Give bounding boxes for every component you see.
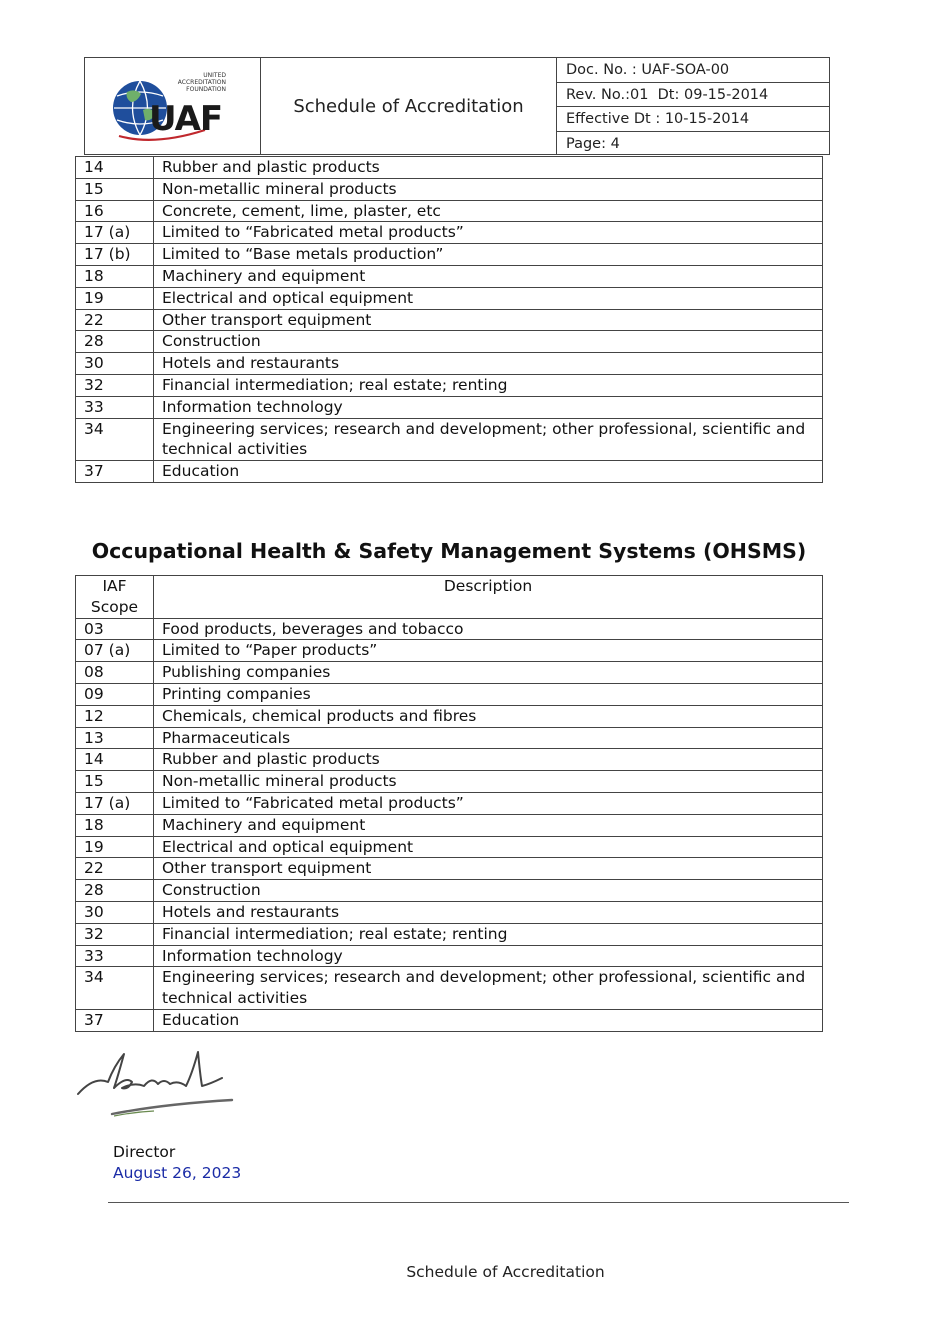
scope-description-cell: Printing companies [154, 683, 823, 705]
table-header-row [76, 576, 823, 619]
scope-description-cell: Rubber and plastic products [154, 157, 823, 179]
table-row [76, 1009, 823, 1031]
scope-code-cell: 16 [76, 200, 154, 222]
scope-code-cell: 22 [76, 858, 154, 880]
page-number: Page: 4 [566, 135, 620, 152]
scope-description-cell: Engineering services; research and development; other professional, scientific and technical activities [154, 967, 823, 1010]
scope-code-cell: 17 (b) [76, 244, 154, 266]
table-row [76, 353, 823, 375]
table-row [76, 749, 823, 771]
scope-description-cell: Limited to “Base metals production” [154, 244, 823, 266]
scope-code-cell: 37 [76, 461, 154, 483]
scope-header-line2: Scope [90, 597, 139, 616]
scope-code-cell: 07 (a) [76, 640, 154, 662]
handwritten-signature-icon [74, 1046, 238, 1120]
column-header-description: Description [154, 576, 823, 619]
scope-code-cell: 15 [76, 771, 154, 793]
scope-code-cell: 14 [76, 749, 154, 771]
table-row [76, 396, 823, 418]
scope-code-cell: 32 [76, 374, 154, 396]
revision-number: Rev. No.:01 Dt: 09-15-2014 [557, 83, 829, 108]
page-footer: Schedule of Accreditation [406, 1263, 605, 1281]
scope-code-cell: 17 (a) [76, 792, 154, 814]
scope-description-cell: Limited to “Fabricated metal products” [154, 792, 823, 814]
scope-description-cell: Publishing companies [154, 662, 823, 684]
scope-description-cell: Education [154, 1009, 823, 1031]
scope-code-cell: 22 [76, 309, 154, 331]
table-row [76, 618, 823, 640]
scope-description-cell: Information technology [154, 396, 823, 418]
signature-date: August 26, 2023 [113, 1164, 242, 1182]
column-header-scope [76, 576, 154, 619]
document-meta [557, 58, 829, 154]
section-title: Occupational Health & Safety Management Systems (OHSMS) [91, 539, 807, 563]
scope-description-cell: Education [154, 461, 823, 483]
table-row [76, 901, 823, 923]
table-row [76, 178, 823, 200]
table-row [76, 309, 823, 331]
logo-cell [85, 58, 261, 154]
svg-text:UNITED: UNITED [203, 72, 226, 79]
document-title: Schedule of Accreditation [261, 58, 557, 154]
scope-description-cell: Construction [154, 880, 823, 902]
table-row [76, 945, 823, 967]
scope-code-cell: 18 [76, 265, 154, 287]
scope-description-cell: Electrical and optical equipment [154, 287, 823, 309]
svg-text:FOUNDATION: FOUNDATION [186, 86, 226, 93]
scope-description-cell: Construction [154, 331, 823, 353]
table-row [76, 265, 823, 287]
table-row [76, 157, 823, 179]
table-row [76, 967, 823, 1010]
scope-description-cell: Non-metallic mineral products [154, 178, 823, 200]
table-row [76, 244, 823, 266]
svg-text:UAF: UAF [149, 99, 223, 139]
scope-description-cell: Non-metallic mineral products [154, 771, 823, 793]
scope-description-cell: Concrete, cement, lime, plaster, etc [154, 200, 823, 222]
scope-description-cell: Hotels and restaurants [154, 353, 823, 375]
scope-description-cell: Food products, beverages and tobacco [154, 618, 823, 640]
table-row [76, 683, 823, 705]
signatory-role: Director [113, 1143, 176, 1161]
footer-divider [108, 1202, 849, 1203]
table-row [76, 331, 823, 353]
scope-code-cell: 34 [76, 967, 154, 1010]
table-row [76, 771, 823, 793]
scope-description-cell: Limited to “Paper products” [154, 640, 823, 662]
table-row [76, 374, 823, 396]
scope-code-cell: 28 [76, 331, 154, 353]
table-row [76, 792, 823, 814]
scope-description-cell: Information technology [154, 945, 823, 967]
scope-description-cell: Pharmaceuticals [154, 727, 823, 749]
table-row [76, 923, 823, 945]
table-row [76, 640, 823, 662]
table-row [76, 880, 823, 902]
scope-description-cell: Chemicals, chemical products and fibres [154, 705, 823, 727]
scope-code-cell: 28 [76, 880, 154, 902]
scope-description-cell: Financial intermediation; real estate; renting [154, 923, 823, 945]
scope-code-cell: 33 [76, 396, 154, 418]
table-row [76, 222, 823, 244]
scope-description-cell: Electrical and optical equipment [154, 836, 823, 858]
table-row [76, 287, 823, 309]
effective-date: Effective Dt : 10-15-2014 [557, 107, 829, 132]
table-row [76, 858, 823, 880]
scope-code-cell: 09 [76, 683, 154, 705]
scope-code-cell: 14 [76, 157, 154, 179]
table-row [76, 814, 823, 836]
scope-code-cell: 37 [76, 1009, 154, 1031]
ohsms-scope-table [75, 575, 823, 1032]
scope-code-cell: 17 (a) [76, 222, 154, 244]
scope-code-cell: 30 [76, 901, 154, 923]
doc-number: Doc. No. : UAF-SOA-00 [557, 58, 829, 83]
scope-code-cell: 18 [76, 814, 154, 836]
scope-description-cell: Machinery and equipment [154, 265, 823, 287]
scope-code-cell: 34 [76, 418, 154, 461]
scope-code-cell: 12 [76, 705, 154, 727]
table-row [76, 418, 823, 461]
scope-description-cell: Hotels and restaurants [154, 901, 823, 923]
table-row [76, 705, 823, 727]
table-row [76, 200, 823, 222]
scope-code-cell: 19 [76, 287, 154, 309]
uaf-logo-icon [85, 58, 261, 154]
table-row [76, 727, 823, 749]
scope-code-cell: 13 [76, 727, 154, 749]
scope-description-cell: Machinery and equipment [154, 814, 823, 836]
scope-code-cell: 08 [76, 662, 154, 684]
scope-description-cell: Other transport equipment [154, 858, 823, 880]
scope-header-line1: IAF [102, 577, 127, 595]
table-row [76, 836, 823, 858]
scope-code-cell: 19 [76, 836, 154, 858]
scope-code-cell: 03 [76, 618, 154, 640]
document-header [84, 57, 830, 155]
scope-description-cell: Engineering services; research and development; other professional, scientific and technical activities [154, 418, 823, 461]
scope-code-cell: 15 [76, 178, 154, 200]
scope-description-cell: Limited to “Fabricated metal products” [154, 222, 823, 244]
scope-table-continued [75, 156, 823, 483]
scope-description-cell: Financial intermediation; real estate; renting [154, 374, 823, 396]
scope-code-cell: 33 [76, 945, 154, 967]
scope-description-cell: Rubber and plastic products [154, 749, 823, 771]
scope-code-cell: 32 [76, 923, 154, 945]
table-row [76, 662, 823, 684]
svg-text:ACCREDITATION: ACCREDITATION [177, 79, 226, 86]
scope-description-cell: Other transport equipment [154, 309, 823, 331]
scope-code-cell: 30 [76, 353, 154, 375]
table-row [76, 461, 823, 483]
